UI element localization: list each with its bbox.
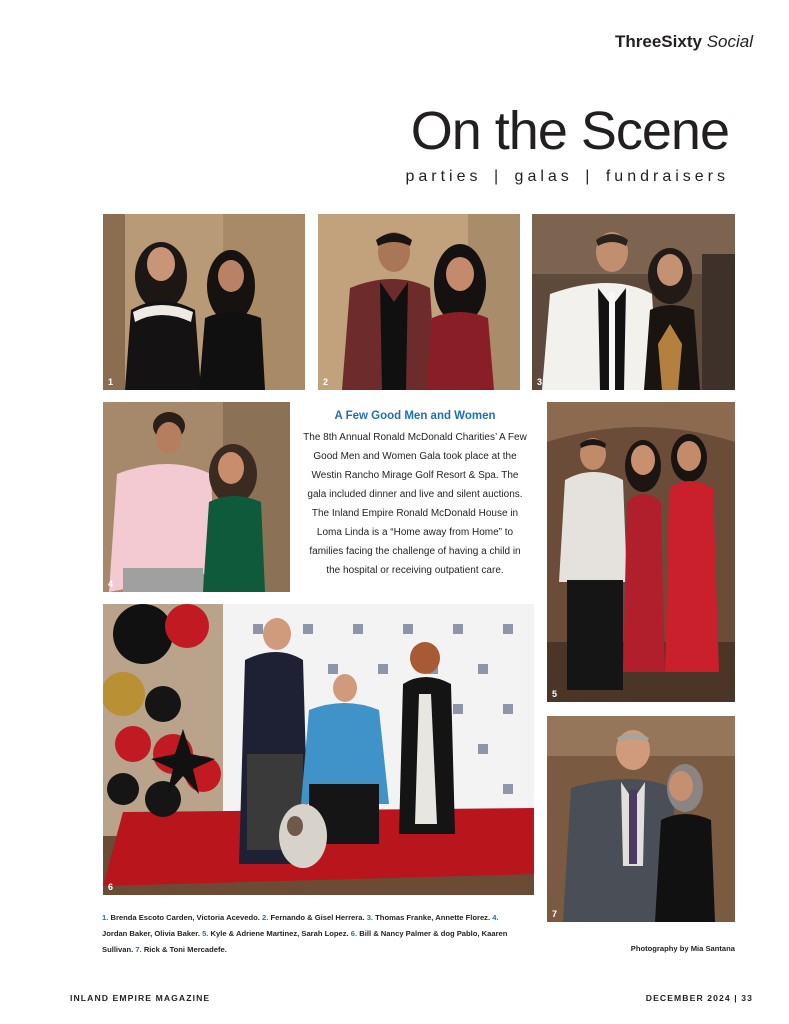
- page-subtitle: parties | galas | fundraisers: [405, 168, 729, 185]
- caption-number: 3.: [366, 913, 374, 922]
- story-body: The 8th Annual Ronald McDonald Charities’ A Few Good Men and Women Gala took place at the Westin Rancho Mirage Golf Resort & Spa. The gala included dinner and live and silent auctions. The Inland Empire Ronald McDonald House in Loma Linda is a “Home away from Home” to families facing the challenge of having a child in the hospital or receiving outpatient care.: [303, 432, 527, 576]
- photo-1: [103, 214, 305, 390]
- story-block: [303, 410, 527, 580]
- photo-number: 5: [552, 689, 558, 699]
- caption-text: Thomas Franke, Annette Florez.: [375, 913, 491, 922]
- photo-number: 7: [552, 909, 558, 919]
- brand-bold: ThreeSixty: [615, 32, 702, 51]
- caption-number: 2.: [261, 913, 269, 922]
- footer-publication: INLAND EMPIRE MAGAZINE: [70, 993, 211, 1003]
- caption-number: 5.: [202, 929, 209, 938]
- photo-3: [532, 214, 735, 390]
- photo-number: 1: [108, 377, 114, 387]
- page-title: On the Scene: [410, 101, 729, 161]
- photo-number: 6: [108, 882, 114, 892]
- story-heading: A Few Good Men and Women: [334, 410, 496, 422]
- caption-number: 6.: [350, 929, 358, 938]
- footer-date-page: DECEMBER 2024 | 33: [645, 993, 753, 1003]
- caption-text: Brenda Escoto Carden, Victoria Acevedo.: [110, 913, 260, 922]
- photo-5: [547, 402, 735, 702]
- photo-2: [318, 214, 520, 390]
- photo-number: 2: [323, 377, 329, 387]
- photo-4: [103, 402, 290, 592]
- photo-number: 3: [537, 377, 543, 387]
- photo-credit: Photography by Mia Santana: [630, 944, 735, 953]
- photo-captions: [102, 910, 512, 958]
- photo-6: [103, 604, 534, 895]
- caption-text: Rick & Toni Mercadefe.: [143, 945, 227, 954]
- photo-number: 4: [108, 579, 114, 589]
- caption-text: Bill & Nancy Palmer & dog Pablo, Kaaren Sullivan.: [102, 929, 508, 954]
- caption-number: 1.: [102, 913, 109, 922]
- caption-text: Kyle & Adriene Martinez, Sarah Lopez.: [210, 929, 349, 938]
- photo-7: [547, 716, 735, 922]
- caption-text: Jordan Baker, Olivia Baker.: [102, 929, 200, 938]
- caption-number: 7.: [135, 945, 142, 954]
- section-brand: [615, 32, 753, 52]
- brand-italic: Social: [706, 32, 753, 51]
- caption-number: 4.: [492, 913, 499, 922]
- caption-text: Fernando & Gisel Herrera.: [270, 913, 365, 922]
